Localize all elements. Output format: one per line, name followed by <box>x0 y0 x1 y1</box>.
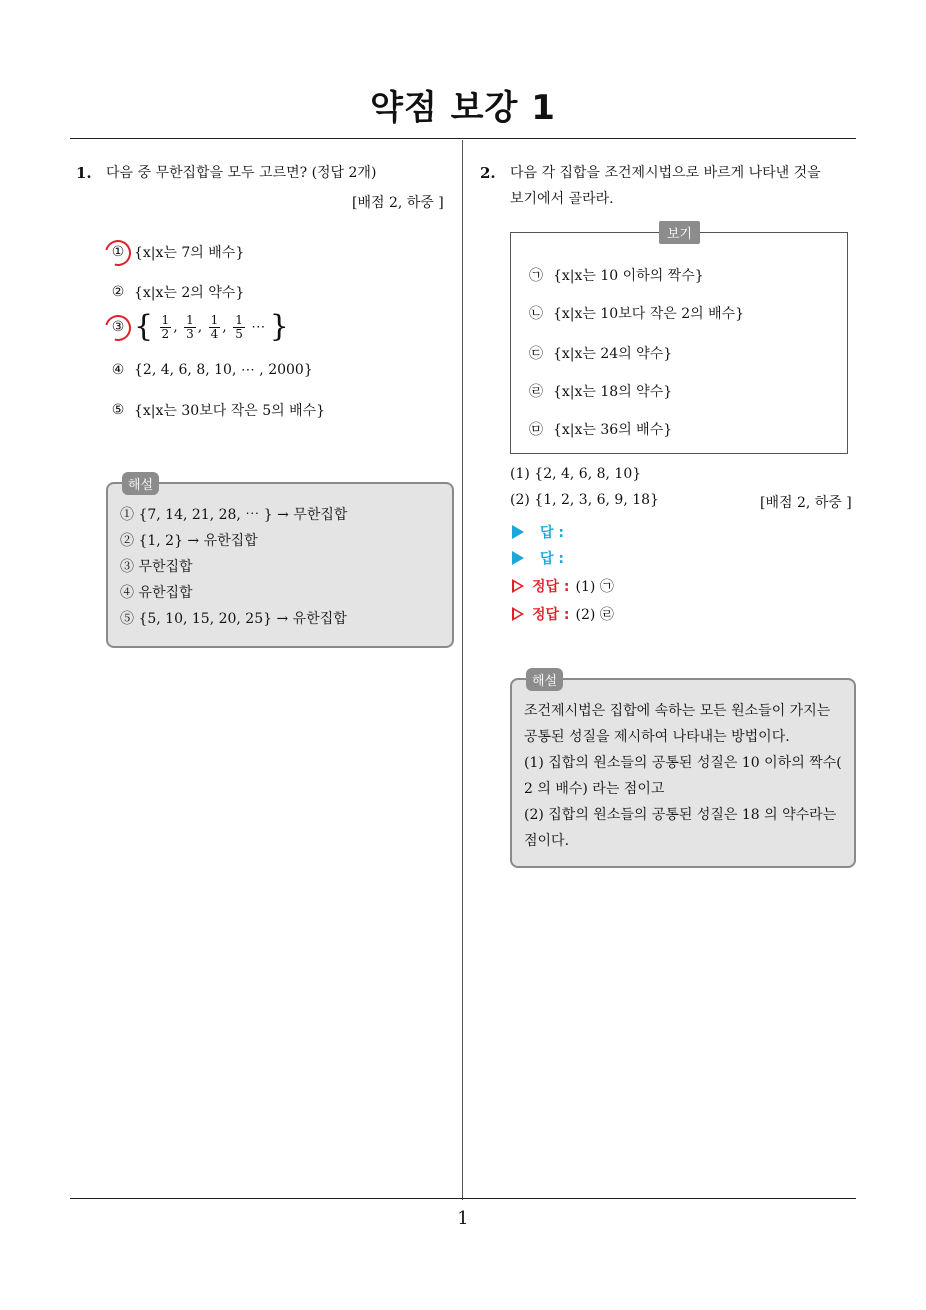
q1-number: 1. <box>76 164 92 182</box>
play-triangle-icon <box>512 551 524 565</box>
choice-mark: ③ <box>108 319 128 335</box>
bogi-mark: ㉤ <box>529 422 543 438</box>
explanation-tag: 해설 <box>122 472 159 495</box>
bogi-box <box>510 227 848 454</box>
choice-text: {x|x는 7의 배수} <box>134 245 245 261</box>
correct-value: (2) ㉣ <box>575 607 614 623</box>
explanation-line: ② {1, 2} → 유한집합 <box>120 533 258 549</box>
correct-label: 정답 : <box>532 579 570 595</box>
explanation-line: ⑤ {5, 10, 15, 20, 25} → 유한집합 <box>120 611 347 627</box>
choice-text: {x|x는 2의 약수} <box>134 285 245 301</box>
q1-choice-5[interactable] <box>108 400 325 420</box>
q2-sub1: (1) {2, 4, 6, 8, 10} <box>510 466 642 482</box>
explanation-line: ③ 무한집합 <box>120 559 193 575</box>
bogi-mark: ㉡ <box>529 306 543 322</box>
correct-row-1 <box>512 576 614 596</box>
explanation-paragraph: 조건제시법은 집합에 속하는 모든 원소들이 가지는 공통된 성질을 제시하여 나타내는 방법이다. <box>524 703 831 745</box>
bogi-item: ㉣ {x|x는 18의 약수} <box>527 381 672 401</box>
bogi-item: ㉤ {x|x는 36의 배수} <box>527 419 672 439</box>
choice-mark: ① <box>108 244 128 260</box>
top-rule <box>70 138 856 139</box>
q1-choice-1[interactable] <box>108 242 244 262</box>
outline-triangle-icon <box>512 607 524 621</box>
correct-label: 정답 : <box>532 607 570 623</box>
explanation-paragraph: (2) 집합의 원소들의 공통된 성질은 18 의 약수라는 점이다. <box>524 807 837 849</box>
choice-text: {2, 4, 6, 8, 10, ⋯ , 2000} <box>134 362 313 378</box>
answer-label: 답 : <box>540 525 564 541</box>
q2-sub2: (2) {1, 2, 3, 6, 9, 18} <box>510 492 659 508</box>
explanation-paragraph: (1) 집합의 원소들의 공통된 성질은 10 이하의 짝수( 2 의 배수) 라는 점이고 <box>524 755 842 797</box>
fraction: $\frac{1}{2}$ <box>161 312 170 341</box>
ellipsis: ⋯ <box>251 319 266 335</box>
q2-text-line2: 보기에서 골라라. <box>510 191 614 207</box>
correct-row-2 <box>512 604 614 624</box>
choice-mark: ⑤ <box>111 402 125 418</box>
q1-choice-3[interactable] <box>108 309 289 344</box>
choice-text: {x|x는 30보다 작은 5의 배수} <box>134 403 326 419</box>
answer-row-1[interactable] <box>512 522 564 542</box>
q2-number: 2. <box>480 164 496 182</box>
q1-choice-4[interactable] <box>108 362 313 378</box>
bogi-tag: 보기 <box>659 221 700 244</box>
fraction: $\frac{1}{3}$ <box>186 312 194 341</box>
page-title: 약점 보강 1 <box>370 88 556 128</box>
bogi-mark: ㉠ <box>529 268 543 284</box>
bogi-item: ㉠ {x|x는 10 이하의 짝수} <box>527 265 704 285</box>
column-divider <box>462 140 463 1200</box>
correct-value: (1) ㉠ <box>575 579 614 595</box>
q1-explanation-box <box>106 478 454 648</box>
q1-choice-2[interactable] <box>108 282 244 302</box>
q2-text-line1: 다음 각 집합을 조건제시법으로 바르게 나타낸 것을 <box>510 165 821 181</box>
answer-label: 답 : <box>540 551 564 567</box>
q1-meta: [배점 2, 하중 ] <box>352 195 444 211</box>
play-triangle-icon <box>512 525 524 539</box>
bottom-rule <box>70 1198 856 1199</box>
choice-mark: ④ <box>111 362 125 378</box>
fraction: $\frac{1}{5}$ <box>235 312 243 341</box>
q2-explanation-box <box>510 674 856 868</box>
bogi-mark: ㉣ <box>529 384 543 400</box>
explanation-tag: 해설 <box>526 668 563 691</box>
choice-text-fractions: { $\frac{1}{2}$ , $\frac{1}{3}$ , $\frac{1}{4}$ , $\frac{1}{5}$ ⋯ } <box>134 309 289 344</box>
bogi-item: ㉢ {x|x는 24의 약수} <box>527 343 672 363</box>
fraction: $\frac{1}{4}$ <box>210 312 219 341</box>
explanation-line: ④ 유한집합 <box>120 585 193 601</box>
choice-mark: ② <box>111 284 125 300</box>
page-number: 1 <box>457 1208 469 1229</box>
explanation-line: ① {7, 14, 21, 28, ⋯ } → 무한집합 <box>120 507 348 523</box>
q2-meta: [배점 2, 하중 ] <box>760 495 852 511</box>
answer-row-2[interactable] <box>512 548 564 568</box>
outline-triangle-icon <box>512 579 524 593</box>
bogi-item: ㉡ {x|x는 10보다 작은 2의 배수} <box>527 303 744 323</box>
bogi-mark: ㉢ <box>529 346 543 362</box>
q1-text: 다음 중 무한집합을 모두 고르면? (정답 2개) <box>106 165 377 181</box>
